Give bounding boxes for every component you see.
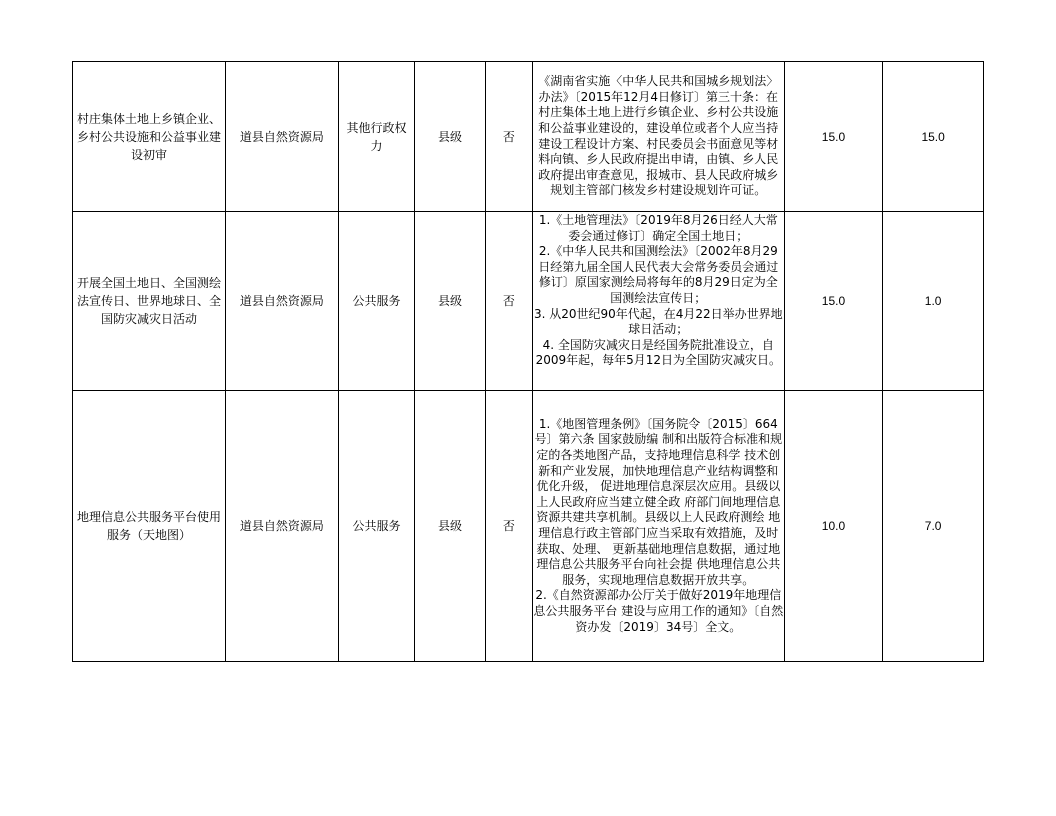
value2-cell[interactable] [883,391,984,662]
category-cell[interactable] [338,391,415,662]
category-cell[interactable] [338,212,415,391]
department: 道县自然资源局 [239,129,324,144]
basis-cell[interactable] [532,391,784,662]
basis-text: 1.《地图管理条例》〔国务院令〔2015〕664号〕第六条 国家鼓励编 制和出版符合标准和规定的各类地图产品，支持地理信息科学 技术创新和产业发展，加快地理信息产业结构调整和优化升级， 促进地理信息深层次应用。县级以上人民政府应当建立健全政 府部门间地理信息资源共建共享机制。县级以上人民政府测绘 地理信息行政主管部门应当采取有效措施，及时获取、处理、 更新基础地理信息数据，通过地理信息公共服务平台向社会提 供地理信息公共服务，实现地理信息数据开放共享。 2.《自然资源部办公厅关于做好2019年地理信息公共服务平台 建设与应用工作的通知》〔自然资办发〔2019〕34号〕全文。 [533,416,784,634]
level-cell[interactable] [415,62,485,212]
value2: 15.0 [921,129,945,144]
category: 其他行政权力 [346,120,407,153]
level: 县级 [437,519,462,533]
basis-cell[interactable] [532,212,784,391]
item-name-cell[interactable] [73,391,226,662]
value1-cell[interactable] [784,391,883,662]
value1-cell[interactable] [784,62,883,212]
value2: 7.0 [924,519,942,533]
flag: 否 [502,519,515,533]
department: 道县自然资源局 [239,519,324,533]
spreadsheet-page [72,61,1056,662]
table-row [73,62,984,212]
department-cell[interactable] [226,212,339,391]
table-row [73,212,984,391]
department-cell[interactable] [226,391,339,662]
item-name: 村庄集体土地上乡镇企业、乡村公共设施和公益事业建设初审 [76,111,221,162]
item-name-cell[interactable] [73,62,226,212]
category: 公共服务 [352,519,401,533]
basis-text: 1.《土地管理法》〔2019年8月26日经人大常委会通过修订〕确定全国土地日； 2.《中华人民共和国测绘法》〔2002年8月29日经第九届全国人民代表大会常务委员会通过修订〕原国家测绘局将每年的8月29日定为全国测绘法宣传日； 3. 从20世纪90年代起，在4月22日举办世界地球日活动； 4. 全国防灾减灾日是经国务院批准设立，自2009年起，每年5月12日为全国防灾减灾日。 [533,213,783,368]
value1: 15.0 [821,294,846,308]
flag: 否 [502,294,515,308]
flag: 否 [502,129,515,144]
level: 县级 [437,294,462,308]
item-name: 地理信息公共服务平台使用服务（天地图） [76,510,221,542]
level: 县级 [437,129,462,144]
value2-cell[interactable] [883,62,984,212]
level-cell[interactable] [415,212,485,391]
flag-cell[interactable] [485,391,532,662]
item-name: 开展全国土地日、全国测绘法宣传日、世界地球日、全国防灾减灾日活动 [76,276,221,326]
value1: 15.0 [821,129,846,144]
basis-text: 《湖南省实施〈中华人民共和国城乡规划法〉办法》〔2015年12月4日修订〕第三十条：在村庄集体土地上进行乡镇企业、乡村公共设施和公益事业建设的，建设单位或者个人应当持建设工程设计方案、村民委员会书面意见等材料向镇、乡人民政府提出申请，由镇、乡人民政府提出审查意见，报城市、县人民政府城乡规划主管部门核发乡村建设规划许可证。 [538,74,779,198]
value2: 1.0 [924,294,942,308]
department: 道县自然资源局 [239,294,324,308]
category: 公共服务 [352,294,401,308]
value2-cell[interactable] [883,212,984,391]
items-table [72,61,984,662]
item-name-cell[interactable] [73,212,226,391]
level-cell[interactable] [415,391,485,662]
category-cell[interactable] [338,62,415,212]
value1: 10.0 [821,519,846,533]
flag-cell[interactable] [485,212,532,391]
table-row [73,391,984,662]
basis-cell[interactable] [532,62,784,212]
flag-cell[interactable] [485,62,532,212]
department-cell[interactable] [226,62,339,212]
value1-cell[interactable] [784,212,883,391]
